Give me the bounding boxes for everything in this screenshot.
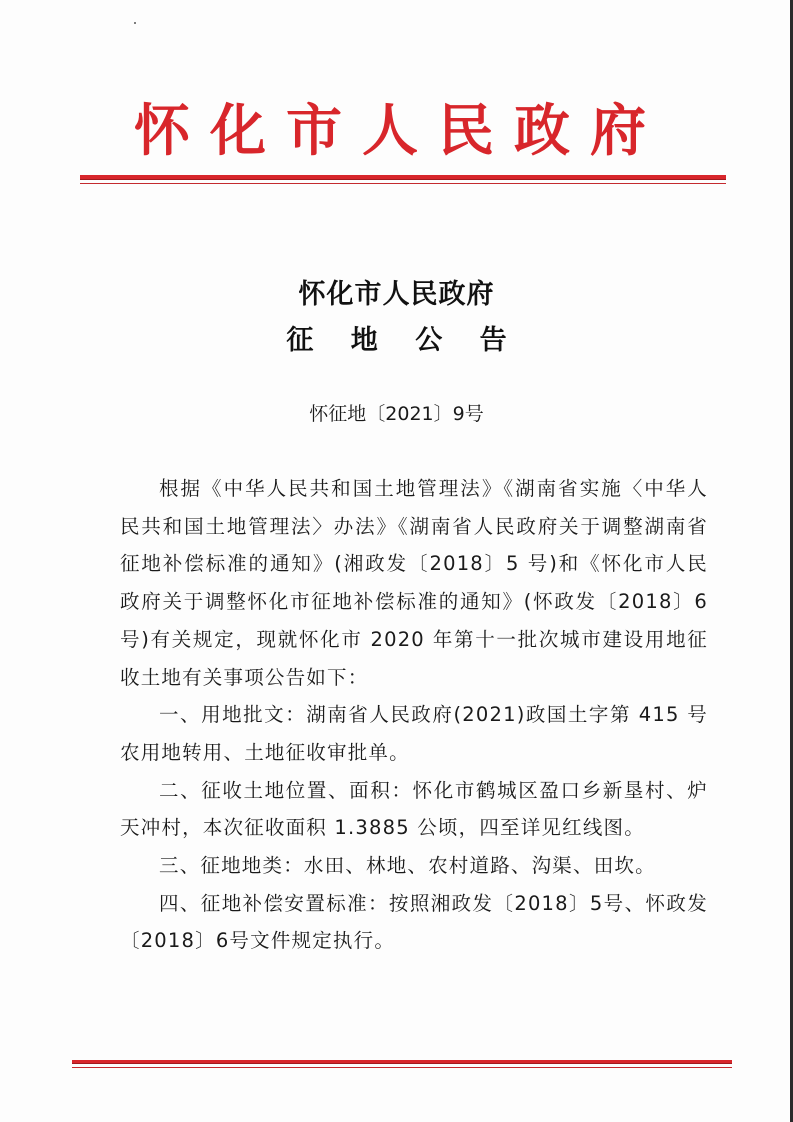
notice-title-issuer: 怀化市人民政府 [298, 279, 495, 310]
document-number: 怀征地〔2021〕9号 [309, 403, 484, 425]
scan-speck [134, 22, 136, 24]
paragraph-location-area: 二、征收土地位置、面积：怀化市鹤城区盈口乡新垦村、炉天冲村，本次征收面积 1.3885 公顷，四至详见红线图。 [120, 778, 708, 840]
red-masthead: 怀化市人民政府 [134, 98, 666, 164]
footer-red-rule-thin [72, 1067, 732, 1068]
paragraph-land-types: 三、征地地类：水田、林地、农村道路、沟渠、田坎。 [159, 854, 656, 878]
paragraph-approval: 一、用地批文：湖南省人民政府(2021)政国土字第 415 号农用地转用、土地征收审批单。 [120, 703, 708, 764]
notice-body [120, 470, 708, 960]
paragraph-compensation: 四、征地补偿安置标准：按照湘政发〔2018〕5号、怀政发〔2018〕6号文件规定执行。 [120, 891, 708, 953]
header-red-rule [80, 175, 726, 180]
footer-red-rule [72, 1060, 732, 1064]
paragraph-legal-basis: 根据《中华人民共和国土地管理法》《湖南省实施〈中华人民共和国土地管理法〉办法》《湖南省人民政府关于调整湖南省征地补偿标准的通知》(湘政发〔2018〕5 号)和《怀化市人民政府关于调整怀化市征地补偿标准的通知》(怀政发〔2018〕6 号)有关规定，现就怀化市 2020 年第十一批次城市建设用地征收土地有关事项公告如下： [120, 477, 708, 689]
notice-title: 征 地 公 告 [286, 325, 521, 356]
header-red-rule-thin [80, 183, 726, 184]
